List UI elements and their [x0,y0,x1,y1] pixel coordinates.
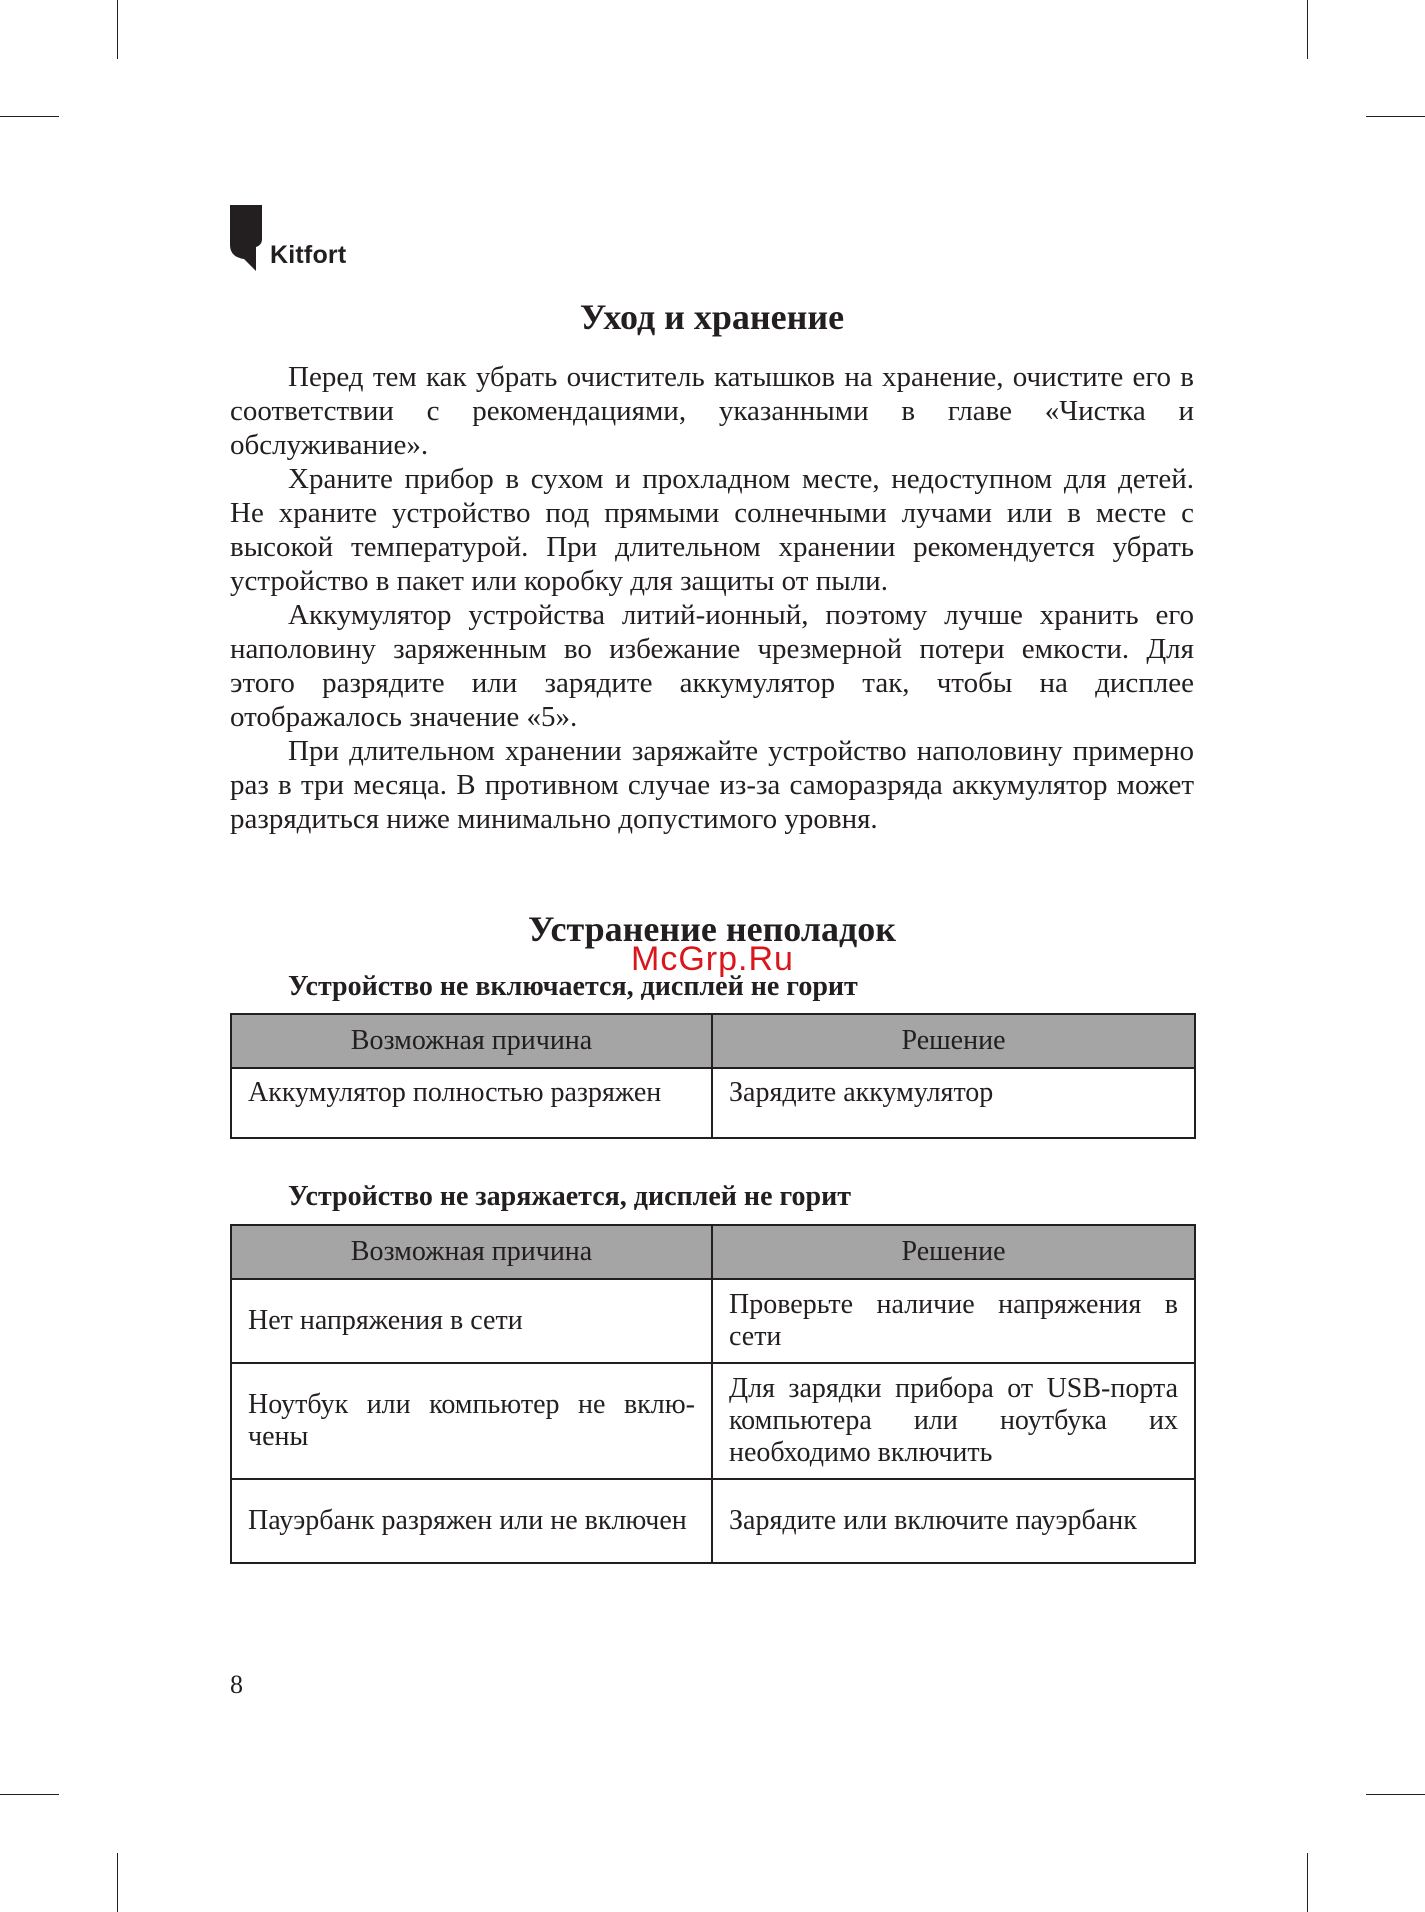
section-title-care: Уход и хранение [579,297,845,337]
column-header-cause: Возможная причина [231,1225,712,1279]
kitfort-logo-icon [230,205,270,271]
table-row [231,1068,1195,1138]
table2-subtitle: Устройство не заряжается, дисплей не горит [288,1181,851,1212]
cell-cause: Ноутбук или компьютер не включены [231,1363,712,1479]
column-header-solution: Решение [712,1014,1195,1068]
column-header-solution: Решение [712,1225,1195,1279]
section-title-troubleshooting: Устранение неполадок [528,909,896,949]
crop-mark-top-right-h [1366,116,1425,117]
crop-mark-bottom-left-h [0,1794,59,1795]
troubleshooting-table-1 [230,1013,1196,1139]
cell-solution: Проверьте наличие напряжения в сети [712,1279,1195,1363]
crop-mark-bottom-left [117,1853,118,1912]
crop-mark-bottom-right-h [1366,1794,1425,1795]
care-body [230,360,1194,836]
table1-subtitle: Устройство не включается, дисплей не горит [288,971,858,1002]
cell-cause: Аккумулятор полностью разряжен [231,1068,712,1138]
crop-mark-top-left [117,0,118,59]
care-paragraph: Храните прибор в сухом и прохладном месте, недоступном для детей. Не храните устройство под прямыми солнечными лучами или в месте с высокой температурой. При длительном хранении рекомендуется убрать устройство в пакет или коробку для защиты от пыли. [230,463,1194,597]
crop-mark-top-left-h [0,116,59,117]
crop-mark-top-right [1307,0,1308,59]
kitfort-logo [230,205,370,275]
table-row [231,1479,1195,1563]
brand-name: Kitfort [270,241,347,269]
cell-solution: Для зарядки прибора от USB-порта компьютера или ноутбука их необходимо включить [712,1363,1195,1479]
table-header-row [231,1014,1195,1068]
table-row [231,1279,1195,1363]
care-paragraph: Аккумулятор устройства литий-ионный, поэтому лучше хранить его наполовину заряженным во избежание чрезмерной потери емкости. Для этого разрядите или зарядите аккумулятор так, чтобы на дисплее отображалось значение «5». [230,599,1194,733]
page-number: 8 [230,1670,243,1699]
troubleshooting-table-2 [230,1224,1196,1564]
crop-mark-bottom-right [1307,1853,1308,1912]
cell-solution: Зарядите аккумулятор [712,1068,1195,1138]
watermark: McGrp.Ru [631,940,794,978]
cell-cause: Пауэрбанк разряжен или не включен [231,1479,712,1563]
cell-cause: Нет напряжения в сети [231,1279,712,1363]
care-paragraph: Перед тем как убрать очиститель катышков на хранение, очистите его в соответствии с рекомендациями, указанными в главе «Чистка и обслуживание». [230,361,1194,461]
care-paragraph: При длительном хранении заряжайте устройство наполовину примерно раз в три месяца. В противном случае из-за саморазряда аккумулятор может разрядиться ниже минимально допустимого уровня. [230,735,1194,835]
cell-solution: Зарядите или включите пауэрбанк [712,1479,1195,1563]
table-header-row [231,1225,1195,1279]
table-row [231,1363,1195,1479]
column-header-cause: Возможная причина [231,1014,712,1068]
